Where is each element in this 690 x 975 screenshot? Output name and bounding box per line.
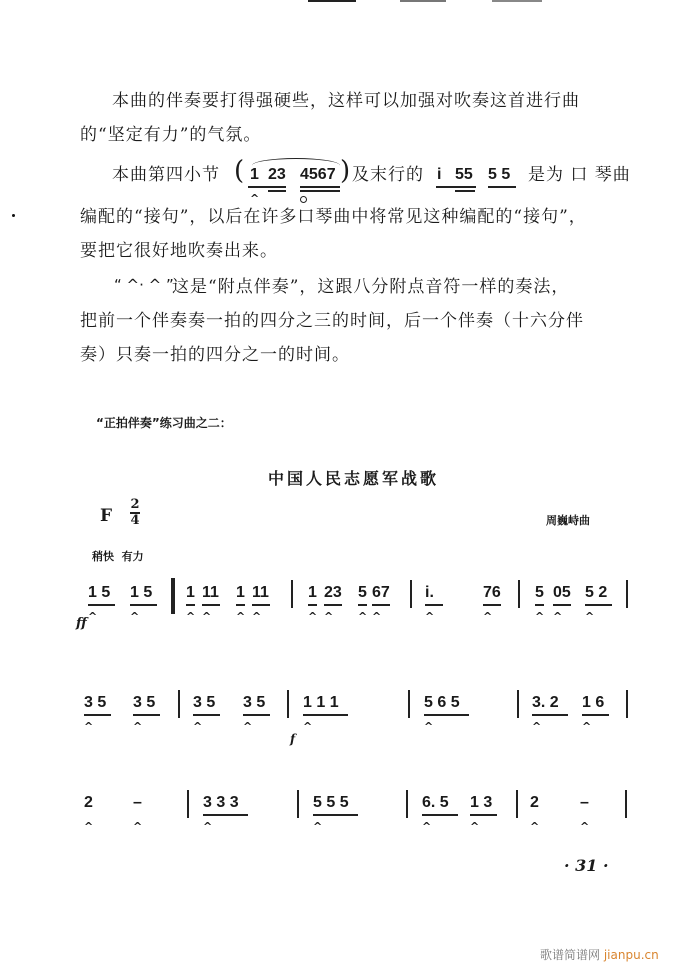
underline bbox=[88, 604, 115, 606]
underline bbox=[186, 604, 195, 606]
score-note: 05 bbox=[553, 584, 571, 601]
watermark-url: jianpu.cn bbox=[603, 948, 659, 962]
accent-mark: ^ bbox=[203, 820, 213, 833]
score-note: 23 bbox=[324, 584, 342, 601]
accent-mark: ^ bbox=[372, 610, 382, 623]
repeat-barline bbox=[171, 578, 175, 614]
accent-mark: ^ bbox=[186, 610, 196, 623]
inline-note: 23 bbox=[268, 166, 286, 183]
underline bbox=[324, 604, 342, 606]
score-note: 3 5 bbox=[243, 694, 266, 711]
underline bbox=[84, 714, 111, 716]
paragraph-line: 本曲的伴奏要打得强硬些，这样可以加强对吹奏这首进行曲 bbox=[112, 91, 580, 111]
paren-open: ( bbox=[234, 156, 245, 186]
paragraph-line: 要把它很好地吹奏出来。 bbox=[80, 241, 278, 261]
underline bbox=[436, 186, 476, 188]
underline bbox=[535, 604, 544, 606]
underline bbox=[455, 190, 475, 192]
barline bbox=[626, 690, 628, 718]
barline bbox=[287, 690, 289, 718]
score-note: 67 bbox=[372, 584, 390, 601]
key-signature: F bbox=[100, 506, 113, 526]
accent-mark: ^ bbox=[133, 720, 143, 733]
score-note: 5 5 5 bbox=[313, 794, 349, 811]
underline bbox=[470, 814, 497, 816]
accent-mark: ^ bbox=[324, 610, 334, 623]
scan-mark bbox=[308, 0, 356, 2]
accent-mark: ^ bbox=[308, 610, 318, 623]
scan-mark bbox=[492, 0, 542, 2]
accent-mark: ^ bbox=[313, 820, 323, 833]
underline bbox=[422, 814, 458, 816]
margin-dot bbox=[12, 214, 15, 217]
accent-mark: ^ bbox=[84, 820, 94, 833]
paragraph-line: 本曲第四小节 bbox=[112, 165, 220, 185]
paragraph-line: 的“坚定有力”的气氛。 bbox=[80, 125, 262, 145]
paragraph-line: 奏）只奏一拍的四分之一的时间。 bbox=[80, 345, 350, 365]
underline bbox=[483, 604, 501, 606]
accent-mark: ^ bbox=[133, 820, 143, 833]
accent-mark: ^ bbox=[243, 720, 253, 733]
page-number: · 31 · bbox=[564, 856, 609, 875]
score-note: 11 bbox=[202, 584, 219, 601]
underline bbox=[358, 604, 367, 606]
accent-mark: ^ bbox=[535, 610, 545, 623]
score-note: 3. 2 bbox=[532, 694, 559, 711]
dynamic-ff: ff bbox=[76, 616, 87, 631]
accent-mark: ^ bbox=[88, 610, 98, 623]
underline bbox=[313, 814, 358, 816]
paragraph-line: 把前一个伴奏奏一拍的四分之三的时间，后一个伴奏（十六分伴 bbox=[80, 311, 584, 331]
underline bbox=[532, 714, 568, 716]
underline bbox=[303, 714, 348, 716]
underline bbox=[585, 604, 612, 606]
accent-mark: ^ bbox=[422, 820, 432, 833]
score-note: 1 1 1 bbox=[303, 694, 339, 711]
score-note: 1 3 bbox=[470, 794, 493, 811]
accent-mark: ^ bbox=[424, 720, 434, 733]
underline bbox=[424, 714, 469, 716]
underline bbox=[268, 190, 286, 192]
score-note: 3 5 bbox=[193, 694, 216, 711]
inline-note: 4567 bbox=[300, 166, 336, 183]
underline bbox=[553, 604, 571, 606]
underline bbox=[252, 604, 270, 606]
paragraph-line: 及末行的 bbox=[352, 165, 424, 185]
accent-mark: ^ bbox=[236, 610, 246, 623]
score-note: – bbox=[580, 794, 589, 811]
barline bbox=[518, 580, 520, 608]
score-note: 2 bbox=[530, 794, 539, 811]
barline bbox=[178, 690, 180, 718]
underline bbox=[308, 604, 317, 606]
barline bbox=[517, 690, 519, 718]
score-note: 1 5 bbox=[130, 584, 153, 601]
underline bbox=[193, 714, 220, 716]
barline bbox=[626, 580, 628, 608]
accent-mark: ^ bbox=[532, 720, 542, 733]
barline bbox=[291, 580, 293, 608]
score-note: 3 5 bbox=[133, 694, 156, 711]
score-note: i. bbox=[425, 584, 434, 601]
accent-mark: ^ bbox=[130, 610, 140, 623]
accent-mark: ^ bbox=[303, 720, 313, 733]
score-note: 5 6 5 bbox=[424, 694, 460, 711]
inline-note: 1 bbox=[250, 166, 259, 183]
underline bbox=[203, 814, 248, 816]
underline bbox=[202, 604, 220, 606]
score-note: 76 bbox=[483, 584, 501, 601]
score-note: 2 bbox=[84, 794, 93, 811]
score-note: 5 bbox=[358, 584, 367, 601]
score-note: 6. 5 bbox=[422, 794, 449, 811]
barline bbox=[408, 690, 410, 718]
underline bbox=[488, 186, 516, 188]
barline bbox=[625, 790, 627, 818]
accent-mark: ^ bbox=[530, 820, 540, 833]
underline bbox=[243, 714, 270, 716]
tempo-marking: 稍快 有力 bbox=[92, 550, 144, 563]
underline bbox=[133, 714, 160, 716]
accent-mark: ^ bbox=[193, 720, 203, 733]
accent-mark: ^ bbox=[553, 610, 563, 623]
barline bbox=[187, 790, 189, 818]
underline bbox=[582, 714, 609, 716]
accent-mark: ^ bbox=[585, 610, 595, 623]
accent-mark: ^ bbox=[483, 610, 493, 623]
accent-mark: ^ bbox=[425, 610, 435, 623]
underline bbox=[248, 186, 286, 188]
score-note: – bbox=[133, 794, 142, 811]
underline bbox=[236, 604, 245, 606]
scan-mark bbox=[400, 0, 446, 2]
accent-mark: ^ bbox=[84, 720, 94, 733]
underline bbox=[372, 604, 390, 606]
accent-mark: ^ bbox=[580, 820, 590, 833]
score-note: 5 2 bbox=[585, 584, 608, 601]
score-note: 11 bbox=[252, 584, 269, 601]
score-note: 1 bbox=[186, 584, 195, 601]
underline bbox=[300, 186, 340, 188]
watermark bbox=[540, 946, 659, 963]
accent-mark: ^ bbox=[470, 820, 480, 833]
dynamic-f: f bbox=[290, 732, 296, 746]
paragraph-line: 这是“附点伴奏”，这跟八分附点音符一样的奏法， bbox=[172, 277, 570, 297]
inline-note: 5 5 bbox=[488, 166, 511, 183]
score-note: 3 5 bbox=[84, 694, 107, 711]
score-note: 3 3 3 bbox=[203, 794, 239, 811]
score-note: 1 5 bbox=[88, 584, 111, 601]
underline bbox=[425, 604, 443, 606]
accent-mark: ^ bbox=[202, 610, 212, 623]
paragraph-line: 编配的“接句”，以后在许多口琴曲中将常见这种编配的“接句”， bbox=[80, 207, 587, 227]
accent-mark: ^ bbox=[252, 610, 262, 623]
accent-mark: ^ bbox=[582, 720, 592, 733]
paragraph-line: 是为 口 琴曲 bbox=[528, 165, 631, 185]
inline-note: i bbox=[437, 166, 442, 183]
time-sig-top: 2 bbox=[130, 497, 140, 512]
song-title: 中国人民志愿军战歌 bbox=[268, 469, 440, 488]
watermark-cn: 歌谱简谱网 bbox=[540, 948, 601, 962]
time-signature bbox=[130, 498, 140, 528]
score-note: 5 bbox=[535, 584, 544, 601]
accent-mark: ^ bbox=[250, 192, 260, 205]
inline-note: 55 bbox=[455, 166, 473, 183]
underline bbox=[130, 604, 157, 606]
score-note: 1 bbox=[236, 584, 245, 601]
score-note: 1 6 bbox=[582, 694, 605, 711]
barline bbox=[410, 580, 412, 608]
paren-close: ) bbox=[340, 156, 351, 186]
barline bbox=[297, 790, 299, 818]
composer: 周巍峙曲 bbox=[546, 514, 590, 527]
accent-mark: ^ bbox=[358, 610, 368, 623]
underline bbox=[300, 190, 340, 192]
dotted-rhythm-symbol: “ ^· ^ ” bbox=[114, 276, 174, 294]
score-note: 1 bbox=[308, 584, 317, 601]
barline bbox=[516, 790, 518, 818]
time-sig-bottom: 4 bbox=[130, 512, 140, 528]
barline bbox=[406, 790, 408, 818]
exercise-label: “正拍伴奏”练习曲之二： bbox=[96, 416, 232, 430]
